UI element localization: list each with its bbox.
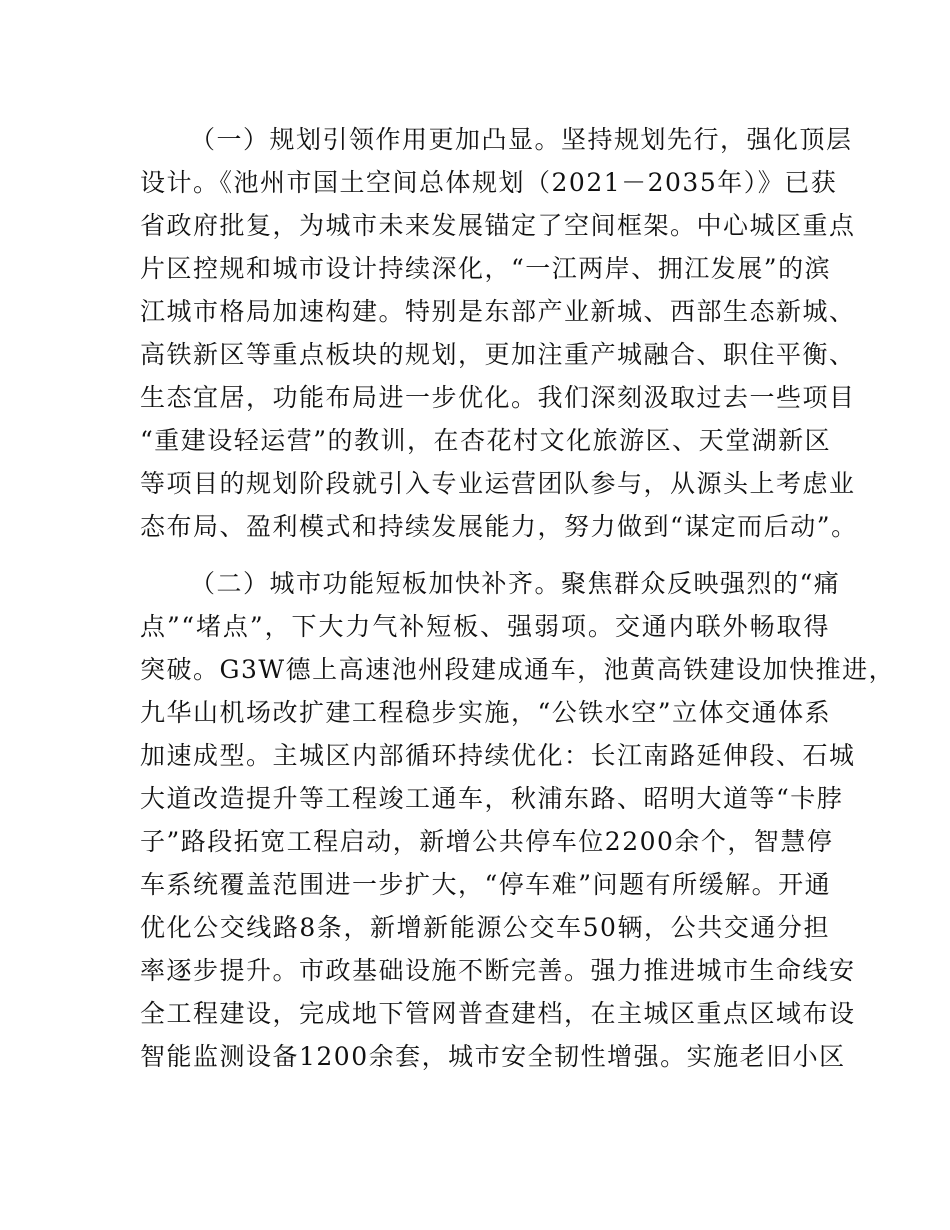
text-line: 江城市格局加速构建。特别是东部产业新城、西部生态新城、 bbox=[140, 297, 856, 326]
text-line: 突破。G3W德上高速池州段建成通车，池黄高铁建设加快推进， bbox=[140, 655, 896, 684]
text-line: 片区控规和城市设计持续深化，“一江两岸、拥江发展”的滨 bbox=[140, 254, 832, 283]
text-line: 点”“堵点”，下大力气补短板、强弱项。交通内联外畅取得 bbox=[140, 612, 830, 641]
text-line: （一）规划引领作用更加凸显。坚持规划先行，强化顶层 bbox=[190, 125, 853, 154]
text-line: （二）城市功能短板加快补齐。聚焦群众反映强烈的“痛 bbox=[190, 569, 841, 598]
text-line: 九华山机场改扩建工程稳步实施，“公铁水空”立体交通体系 bbox=[140, 698, 832, 727]
text-line: 省政府批复，为城市未来发展锚定了空间框架。中心城区重点 bbox=[140, 211, 856, 240]
text-line: 态布局、盈利模式和持续发展能力，努力做到“谋定而后动”。 bbox=[140, 512, 858, 541]
paragraph-urban-functions bbox=[140, 562, 896, 1078]
text-line: 高铁新区等重点板块的规划，更加注重产城融合、职住平衡、 bbox=[140, 340, 856, 369]
paragraph-planning-guidance bbox=[140, 118, 858, 548]
text-line: 大道改造提升等工程竣工通车，秋浦东路、昭明大道等“卡脖 bbox=[140, 784, 844, 813]
text-line: 智能监测设备1200余套，城市安全韧性增强。实施老旧小区 bbox=[140, 1042, 846, 1071]
text-line: 等项目的规划阶段就引入专业运营团队参与，从源头上考虑业 bbox=[140, 469, 856, 498]
text-line: “重建设轻运营”的教训，在杏花村文化旅游区、天堂湖新区 bbox=[140, 426, 832, 455]
text-line: 优化公交线路8条，新增新能源公交车50辆，公共交通分担 bbox=[140, 913, 830, 942]
text-line: 生态宜居，功能布局进一步优化。我们深刻汲取过去一些项目 bbox=[140, 383, 856, 412]
text-line: 加速成型。主城区内部循环持续优化：长江南路延伸段、石城 bbox=[140, 741, 856, 770]
text-line: 车系统覆盖范围进一步扩大，“停车难”问题有所缓解。开通 bbox=[140, 870, 832, 899]
text-line: 子”路段拓宽工程启动，新增公共停车位2200余个，智慧停 bbox=[140, 827, 834, 856]
text-line: 率逐步提升。市政基础设施不断完善。强力推进城市生命线安 bbox=[140, 956, 856, 985]
text-line: 全工程建设，完成地下管网普查建档，在主城区重点区域布设 bbox=[140, 999, 856, 1028]
text-line: 设计。《池州市国土空间总体规划（2021－2035年）》已获 bbox=[140, 168, 838, 197]
